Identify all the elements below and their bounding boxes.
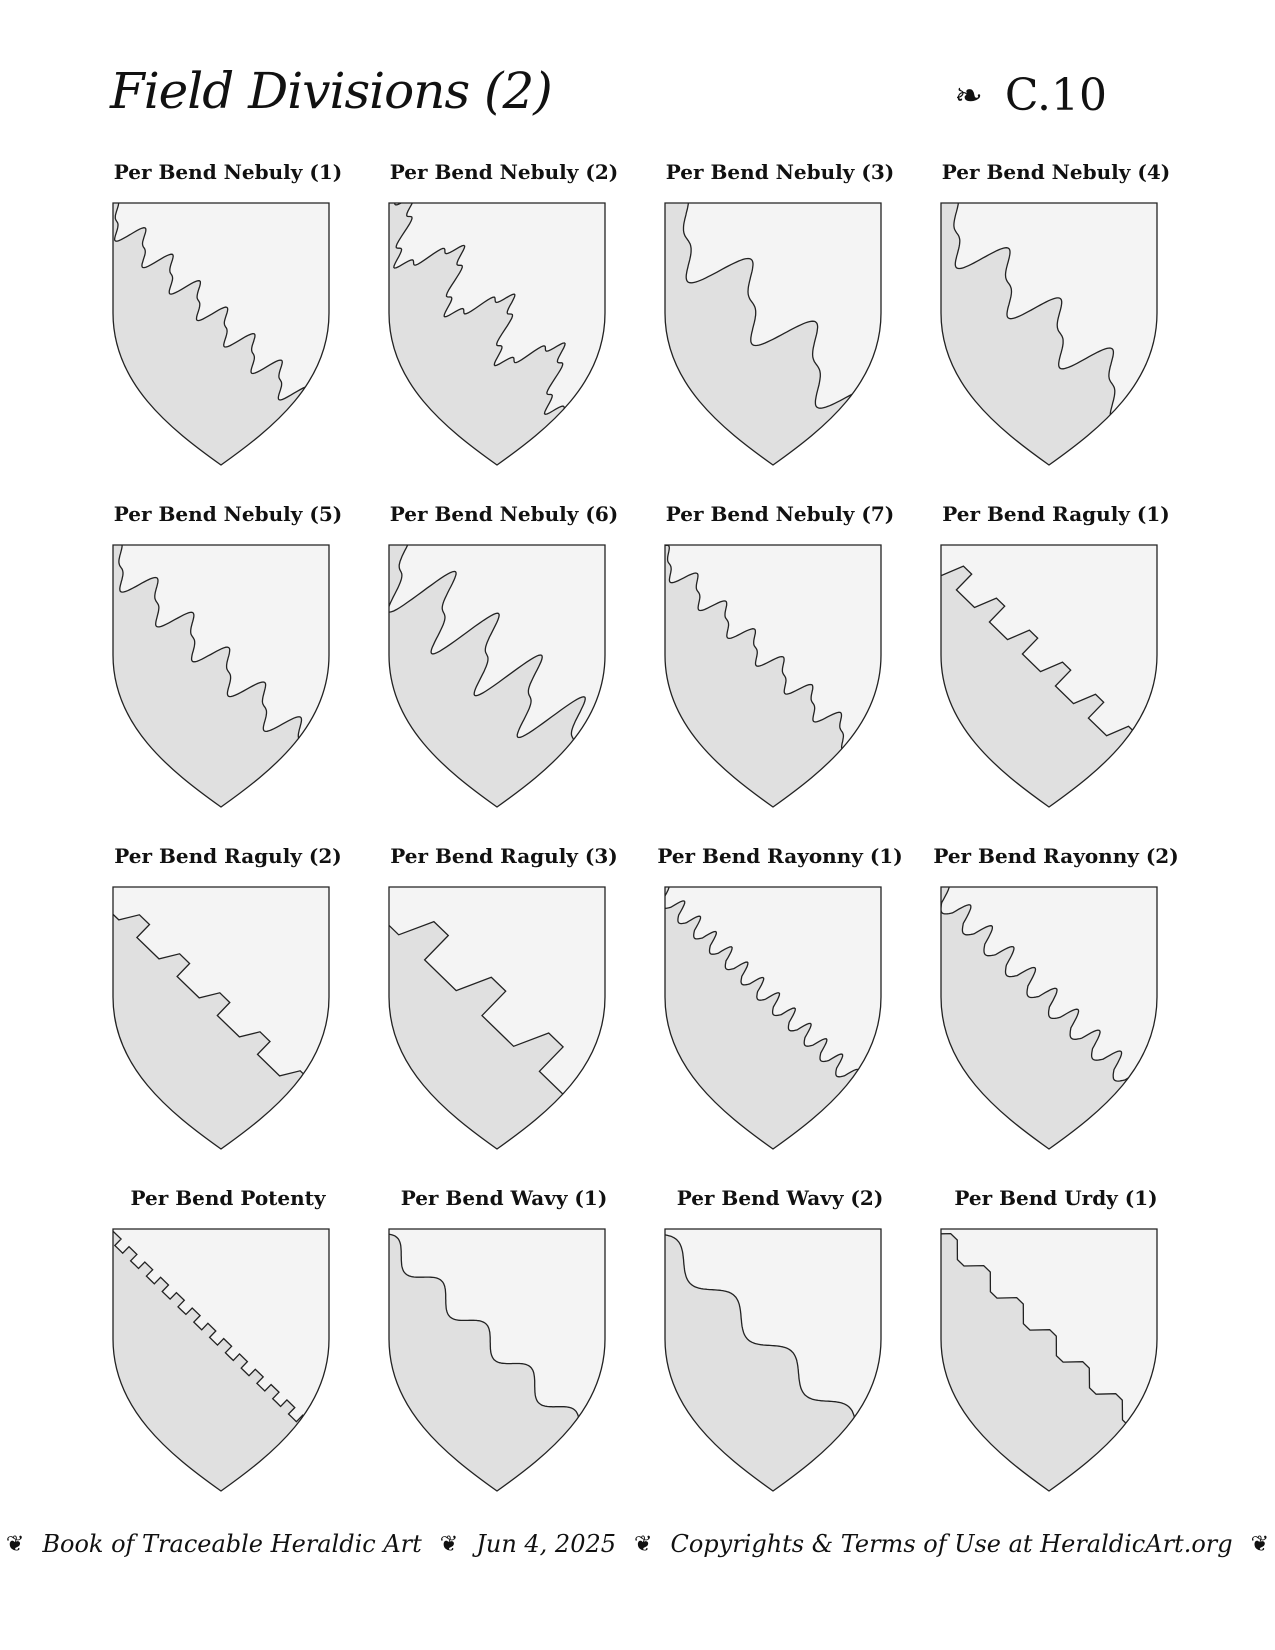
shield-label: Per Bend Raguly (2) bbox=[114, 844, 342, 868]
shield-cell bbox=[640, 502, 920, 832]
page-footer bbox=[0, 1530, 1275, 1558]
footer-copyright: Copyrights & Terms of Use at HeraldicArt.org bbox=[670, 1530, 1233, 1558]
shield-label: Per Bend Wavy (1) bbox=[400, 1186, 608, 1210]
footer-ornament-icon: ❦ bbox=[439, 1531, 459, 1557]
shield-graphic bbox=[664, 1228, 882, 1496]
footer-book-title: Book of Traceable Heraldic Art bbox=[42, 1530, 422, 1558]
footer-ornament-icon: ❦ bbox=[1250, 1531, 1270, 1557]
shield-cell bbox=[916, 844, 1196, 1174]
shield-label: Per Bend Nebuly (7) bbox=[665, 502, 895, 526]
footer-date: Jun 4, 2025 bbox=[476, 1530, 617, 1558]
shield-label: Per Bend Rayonny (2) bbox=[933, 844, 1179, 868]
shield-graphic bbox=[664, 202, 882, 470]
shield-label: Per Bend Raguly (3) bbox=[390, 844, 618, 868]
shield-cell bbox=[364, 1186, 644, 1516]
shield-graphic bbox=[664, 544, 882, 812]
shield-graphic bbox=[388, 886, 606, 1154]
shield-graphic bbox=[664, 886, 882, 1154]
shield-graphic bbox=[940, 544, 1158, 812]
shield-label: Per Bend Nebuly (3) bbox=[665, 160, 895, 184]
shield-label: Per Bend Potenty bbox=[130, 1186, 326, 1210]
footer-ornament-icon: ❦ bbox=[634, 1531, 653, 1557]
shield-label: Per Bend Nebuly (4) bbox=[941, 160, 1171, 184]
shield-cell bbox=[88, 844, 368, 1174]
shield-label: Per Bend Rayonny (1) bbox=[657, 844, 903, 868]
shield-graphic bbox=[940, 1228, 1158, 1496]
shield-cell bbox=[916, 160, 1196, 490]
shield-label: Per Bend Raguly (1) bbox=[942, 502, 1170, 526]
shield-cell bbox=[916, 1186, 1196, 1516]
footer-ornament-icon: ❦ bbox=[5, 1531, 25, 1557]
shield-cell bbox=[88, 1186, 368, 1516]
shield-graphic bbox=[112, 544, 330, 812]
page-title: Field Divisions (2) bbox=[110, 62, 552, 120]
shield-cell bbox=[640, 844, 920, 1174]
shield-cell bbox=[364, 844, 644, 1174]
shield-graphic bbox=[388, 1228, 606, 1496]
fleuron-ornament-icon: ❧ bbox=[954, 75, 983, 116]
shield-graphic bbox=[112, 202, 330, 470]
shield-label: Per Bend Nebuly (6) bbox=[389, 502, 619, 526]
shield-cell bbox=[916, 502, 1196, 832]
shield-graphic bbox=[112, 1228, 330, 1496]
shield-graphic bbox=[388, 202, 606, 470]
shield-label: Per Bend Nebuly (2) bbox=[389, 160, 619, 184]
shield-cell bbox=[88, 502, 368, 832]
page-code: C.10 bbox=[1004, 70, 1107, 121]
shield-graphic bbox=[112, 886, 330, 1154]
shield-label: Per Bend Nebuly (5) bbox=[113, 502, 343, 526]
shield-graphic bbox=[388, 544, 606, 812]
shield-label: Per Bend Nebuly (1) bbox=[113, 160, 343, 184]
shield-cell bbox=[364, 502, 644, 832]
shield-cell bbox=[88, 160, 368, 490]
shield-label: Per Bend Wavy (2) bbox=[676, 1186, 884, 1210]
shield-graphic bbox=[940, 202, 1158, 470]
shield-cell bbox=[364, 160, 644, 490]
shield-cell bbox=[640, 1186, 920, 1516]
shield-graphic bbox=[940, 886, 1158, 1154]
shield-cell bbox=[640, 160, 920, 490]
shield-label: Per Bend Urdy (1) bbox=[954, 1186, 1158, 1210]
